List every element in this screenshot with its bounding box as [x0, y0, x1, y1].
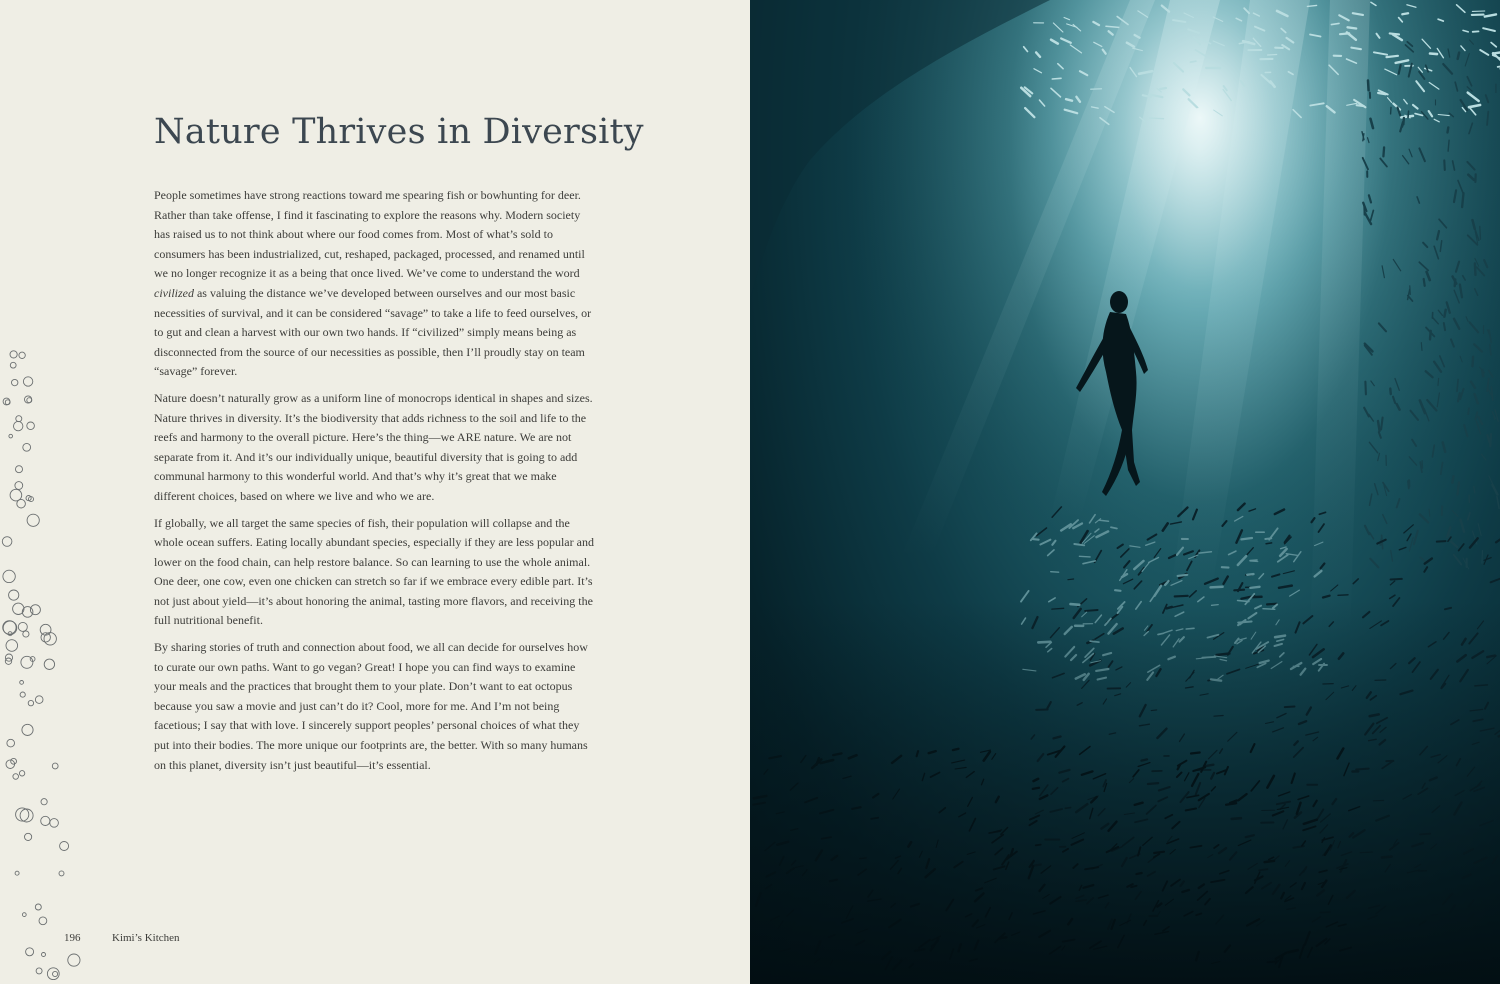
page-title: Nature Thrives in Diversity: [154, 112, 644, 152]
page-number: 196: [64, 932, 81, 944]
paragraph-1-part-2: as valuing the distance we’ve developed between ourselves and our most basic necessities of survival, and it can be considered “savage” to take a life to feed ourselves, or to gut and clean a harvest with our own two hands. If “civilized” simply means being as disconnected from the source of our necessities as possible, then I’ll proudly stay on team “savage” forever.: [154, 285, 592, 379]
emphasis-civilized: civilized: [154, 285, 194, 300]
paragraph-3: If globally, we all target the same species of fish, their population will collapse and the whole ocean suffers. Eating locally abundant species, especially if they are less popular and lower on the food chain, can help restore balance. So can learning to use the whole animal. One deer, one cow, even one chicken can stretch so far if we embrace every edible part. It’s not just about yield—it’s about honoring the animal, tasting more flavors, and receiving the full nutritional benefit.: [154, 515, 594, 628]
running-footer-book-title: Kimi’s Kitchen: [112, 932, 180, 944]
body-text: [154, 186, 596, 782]
bubble-decoration-icon: [0, 340, 120, 984]
paragraph-4: By sharing stories of truth and connection about food, we all can decide for ourselves how to curate our own paths. Want to go vegan? Great! I hope you can find ways to examine your meals and the practices that brought them to your plate. Don’t want to eat octopus because you saw a movie and just can’t do it? Cool, more for me. And I’m not being facetious; I say that with love. I sincerely support peoples’ personal choices of what they put into their bodies. The more unique our footprints are, the better. With so many humans on this planet, diversity isn’t just beautiful—it’s essential.: [154, 640, 588, 772]
paragraph-1: [154, 186, 596, 382]
paragraph-2: Nature doesn’t naturally grow as a uniform line of monocrops identical in shapes and sizes. Nature thrives in diversity. It’s the biodiversity that adds richness to the soil and life to the reefs and harmony to the overall picture. Here’s the thing—we ARE nature. We are not separate from it. And it’s our individually unique, beautiful diversity that is going to add communal harmony to this wonderful world. And that’s why it’s great that we make different choices, based on where we live and who we are.: [154, 390, 593, 503]
paragraph-1-part-1: People sometimes have strong reactions toward me spearing fish or bowhunting for deer. Rather than take offense, I find it fascinating to explore the reasons why. Modern society has raised us to not think about where our food comes from. Most of what’s sold to consumers has been industrialized, cut, reshaped, packaged, processed, and renamed until we no longer recognize it as a being that once lived. We’ve come to understand the word: [154, 188, 585, 281]
underwater-photo-icon: [750, 0, 1500, 984]
photo-page: [750, 0, 1500, 984]
